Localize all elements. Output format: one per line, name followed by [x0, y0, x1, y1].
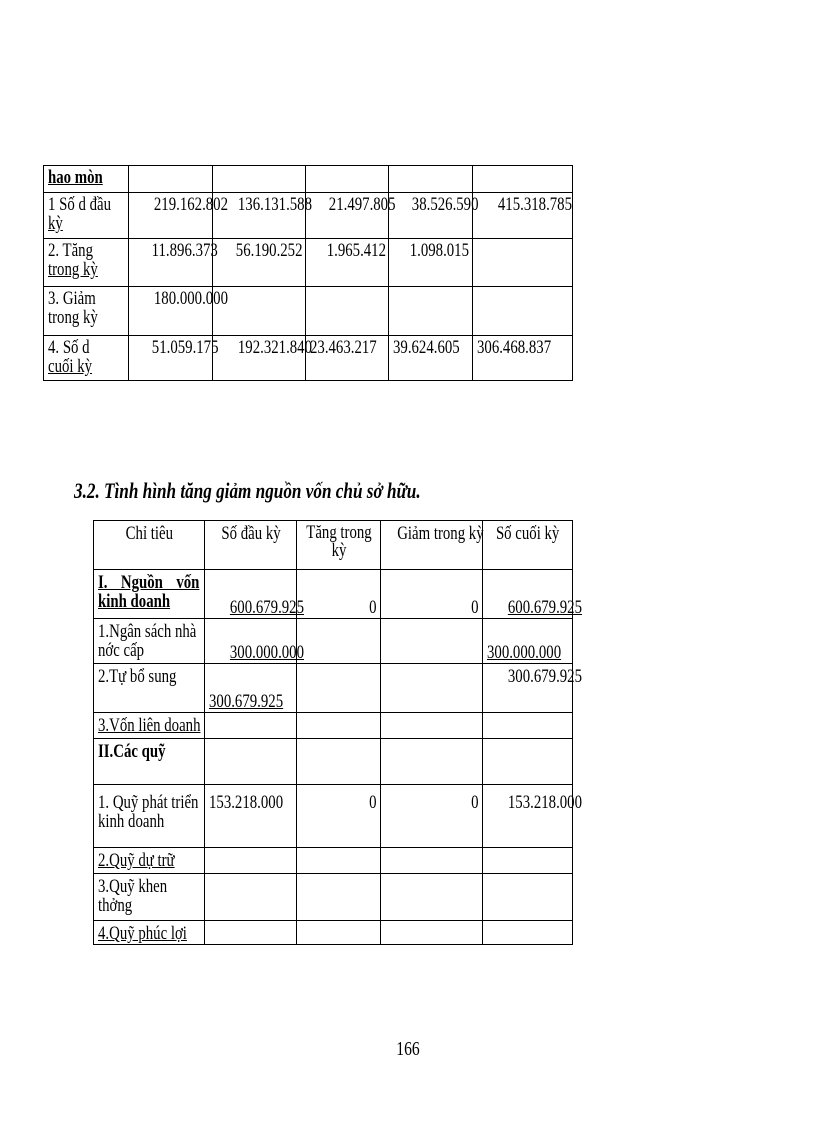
table-cell: 600.679.925	[483, 570, 573, 619]
column-header: Giảm trong kỳ	[381, 521, 483, 570]
table-cell	[205, 848, 297, 874]
table-cell	[381, 664, 483, 713]
table-cell	[381, 921, 483, 945]
row-label: 3.Quỹ khen thởng	[94, 874, 205, 921]
table-cell: 306.468.837	[473, 336, 573, 381]
table-cell	[297, 848, 381, 874]
table-row	[44, 287, 573, 336]
table-cell	[306, 287, 389, 336]
table-cell	[297, 619, 381, 664]
row-label: 3. Giảm trong kỳ	[44, 287, 129, 336]
table-row	[94, 874, 573, 921]
table-cell: 1.965.412	[306, 239, 389, 287]
row-label: 1. Quỹ phát triển kinh doanh	[94, 785, 205, 848]
table-cell	[381, 848, 483, 874]
column-header: Chỉ tiêu	[94, 521, 205, 570]
table-cell: 56.190.252	[213, 239, 306, 287]
table-cell: 39.624.605	[389, 336, 473, 381]
table-cell	[297, 874, 381, 921]
table-cell	[483, 874, 573, 921]
table-cell	[297, 921, 381, 945]
row-label-text: I. Nguồn vốn kinh doanh	[98, 572, 200, 612]
table-cell	[473, 287, 573, 336]
table-row	[94, 713, 573, 739]
table-cell: 153.218.000	[205, 785, 297, 848]
table-cell: 300.679.925	[205, 664, 297, 713]
table-cell	[381, 713, 483, 739]
table-row	[44, 166, 573, 193]
table-cell: 51.059.175	[129, 336, 213, 381]
table-cell: 11.896.373	[129, 239, 213, 287]
table-cell	[205, 713, 297, 739]
row-label: 4.Quỹ phúc lợi	[94, 921, 205, 945]
page-number: 166	[396, 1038, 420, 1060]
column-header: Tăng trong kỳ	[297, 521, 381, 570]
table-cell	[389, 287, 473, 336]
table-row	[94, 848, 573, 874]
section-title: 3.2. Tình hình tăng giảm nguồn vốn chủ sở hữu.	[74, 478, 421, 503]
table-cell: 300.000.000	[205, 619, 297, 664]
table-cell	[205, 921, 297, 945]
table-cell: 192.321.840	[213, 336, 306, 381]
table-cell: 415.318.785	[473, 193, 573, 239]
table-cell	[381, 739, 483, 785]
table-cell: 219.162.802	[129, 193, 213, 239]
table-cell: 180.000.000	[129, 287, 213, 336]
row-label	[94, 570, 205, 619]
table-cell	[483, 739, 573, 785]
row-label: II.Các quỹ	[94, 739, 205, 785]
row-label: 1 Số d đầu kỳ	[44, 193, 129, 239]
table-cell	[473, 239, 573, 287]
row-label: 4. Số d cuối kỳ	[44, 336, 129, 381]
column-header: Số cuối kỳ	[483, 521, 573, 570]
table-cell: 0	[381, 570, 483, 619]
table-cell	[483, 713, 573, 739]
table-cell: 21.497.805	[306, 193, 389, 239]
row-label: hao mòn	[44, 166, 129, 193]
table-cell: 23.463.217	[306, 336, 389, 381]
row-label: 2.Tự bổ sung	[94, 664, 205, 713]
table-cell	[205, 874, 297, 921]
table-cell: 136.131.588	[213, 193, 306, 239]
row-label: 3.Vốn liên doanh	[94, 713, 205, 739]
table-cell: 38.526.590	[389, 193, 473, 239]
table-cell: 300.679.925	[483, 664, 573, 713]
table-row	[94, 921, 573, 945]
table-cell	[297, 713, 381, 739]
table-row	[44, 193, 573, 239]
column-header: Số đầu kỳ	[205, 521, 297, 570]
table-row	[94, 785, 573, 848]
table-cell: 0	[297, 570, 381, 619]
table-cell	[483, 921, 573, 945]
table-cell: 1.098.015	[389, 239, 473, 287]
table-row	[44, 239, 573, 287]
table-cell	[381, 619, 483, 664]
table-cell	[297, 664, 381, 713]
table-cell: 600.679.925	[205, 570, 297, 619]
table-cell: 0	[297, 785, 381, 848]
table-cell: 153.218.000	[483, 785, 573, 848]
depreciation-table	[43, 165, 573, 381]
row-label: 2.Quỹ dự trữ	[94, 848, 205, 874]
table-cell	[205, 739, 297, 785]
table-cell	[297, 739, 381, 785]
table-row	[44, 336, 573, 381]
table-row	[94, 664, 573, 713]
table-cell: 0	[381, 785, 483, 848]
table-row	[94, 619, 573, 664]
row-label: 2. Tăng trong kỳ	[44, 239, 129, 287]
row-label: 1.Ngân sách nhà nớc cấp	[94, 619, 205, 664]
equity-table	[93, 520, 582, 945]
table-header-row	[94, 521, 573, 570]
table-cell: 300.000.000	[483, 619, 573, 664]
table-cell	[483, 848, 573, 874]
table-cell	[381, 874, 483, 921]
table-row	[94, 739, 573, 785]
table-row	[94, 570, 573, 619]
